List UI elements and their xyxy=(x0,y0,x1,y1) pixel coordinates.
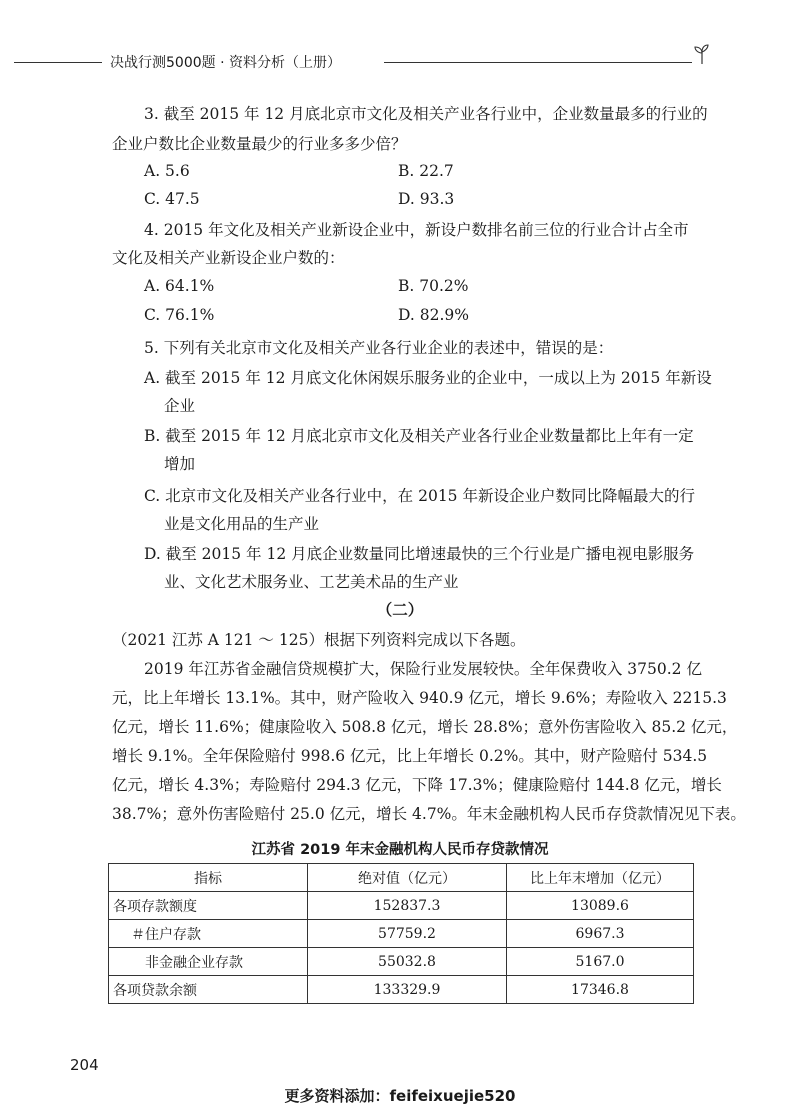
table-row xyxy=(109,920,694,948)
table-title: 江苏省 2019 年末金融机构人民币存贷款情况 xyxy=(251,842,549,858)
q5-option-d-line2[interactable]: 业、文化艺术服务业、工艺美术品的生产业 xyxy=(164,573,459,591)
passage-line-1: 2019 年江苏省金融信贷规模扩大，保险行业发展较快。全年保费收入 3750.2 亿 xyxy=(144,660,702,678)
table-row xyxy=(109,892,694,920)
q5-option-a-line2[interactable]: 企业 xyxy=(164,397,196,415)
running-header xyxy=(14,52,714,72)
q5-option-d-line1[interactable]: D. 截至 2015 年 12 月底企业数量同比增速最快的三个行业是广播电视电影服务 xyxy=(144,545,695,563)
header-rule-left xyxy=(14,62,102,63)
q5-option-c-line2[interactable]: 业是文化用品的生产业 xyxy=(164,515,320,533)
table-header-row xyxy=(109,864,694,892)
row-label: 非金融企业存款 xyxy=(109,948,308,976)
footer-note: 更多资料添加：feifeixuejie520 xyxy=(284,1087,516,1105)
page-number: 204 xyxy=(70,1056,99,1074)
row-increase: 5167.0 xyxy=(507,948,694,976)
header-title: 决战行测5000题 · 资料分析（上册） xyxy=(110,55,341,71)
passage-line-5: 亿元，增长 4.3%；寿险赔付 294.3 亿元，下降 17.3%；健康险赔付 144.8 亿元，增长 xyxy=(112,776,722,794)
q5-option-a-line1[interactable]: A. 截至 2015 年 12 月底文化休闲娱乐服务业的企业中，一成以上为 2015 年新设 xyxy=(144,369,712,387)
q4-stem-line1: 4. 2015 年文化及相关产业新设企业中，新设户数排名前三位的行业合计占全市 xyxy=(144,221,689,239)
q4-option-d[interactable]: D. 82.9% xyxy=(398,306,469,324)
q5-option-b-line1[interactable]: B. 截至 2015 年 12 月底北京市文化及相关产业各行业企业数量都比上年有一定 xyxy=(144,427,694,445)
q3-stem-line1: 3. 截至 2015 年 12 月底北京市文化及相关产业各行业中，企业数量最多的行业的 xyxy=(144,105,708,123)
table-row xyxy=(109,976,694,1004)
row-absolute: 152837.3 xyxy=(308,892,507,920)
row-increase: 13089.6 xyxy=(507,892,694,920)
q4-option-b[interactable]: B. 70.2% xyxy=(398,277,469,295)
q3-option-c[interactable]: C. 47.5 xyxy=(144,190,200,208)
q3-option-d[interactable]: D. 93.3 xyxy=(398,190,455,208)
q5-stem: 5. 下列有关北京市文化及相关产业各行业企业的表述中，错误的是： xyxy=(144,339,614,357)
row-absolute: 57759.2 xyxy=(308,920,507,948)
q4-stem-line2: 文化及相关产业新设企业户数的： xyxy=(112,249,345,267)
section-heading: （二） xyxy=(376,601,424,619)
row-absolute: 133329.9 xyxy=(308,976,507,1004)
passage-line-4: 增长 9.1%。全年保险赔付 998.6 亿元，比上年增长 0.2%。其中，财产险赔付 534.5 xyxy=(112,747,708,765)
q4-option-a[interactable]: A. 64.1% xyxy=(144,277,215,295)
row-label: 各项贷款余额 xyxy=(109,976,308,1004)
header-rule-right xyxy=(384,62,692,63)
row-increase: 17346.8 xyxy=(507,976,694,1004)
section-source: （2021 江苏 A 121 ～ 125）根据下列资料完成以下各题。 xyxy=(112,631,526,649)
passage-line-2: 元，比上年增长 13.1%。其中，财产险收入 940.9 亿元，增长 9.6%；寿险收入 2215.3 xyxy=(112,689,727,707)
table-header-absolute: 绝对值（亿元） xyxy=(308,864,507,892)
q3-stem-line2: 企业户数比企业数量最少的行业多多少倍？ xyxy=(112,135,407,153)
row-label: ＃住户存款 xyxy=(109,920,308,948)
passage-line-6: 38.7%；意外伤害险赔付 25.0 亿元，增长 4.7%。年末金融机构人民币存贷款情况见下表。 xyxy=(112,805,746,823)
sprout-icon xyxy=(690,42,714,66)
q3-option-b[interactable]: B. 22.7 xyxy=(398,162,454,180)
table-header-indicator: 指标 xyxy=(109,864,308,892)
row-absolute: 55032.8 xyxy=(308,948,507,976)
q5-option-b-line2[interactable]: 增加 xyxy=(164,455,196,473)
row-increase: 6967.3 xyxy=(507,920,694,948)
table-row xyxy=(109,948,694,976)
deposit-loan-table xyxy=(108,863,694,1004)
q4-option-c[interactable]: C. 76.1% xyxy=(144,306,215,324)
q5-option-c-line1[interactable]: C. 北京市文化及相关产业各行业中，在 2015 年新设企业户数同比降幅最大的行 xyxy=(144,487,695,505)
q3-option-a[interactable]: A. 5.6 xyxy=(144,162,190,180)
row-label: 各项存款额度 xyxy=(109,892,308,920)
table-header-increase: 比上年末增加（亿元） xyxy=(507,864,694,892)
passage-line-3: 亿元，增长 11.6%；健康险收入 508.8 亿元，增长 28.8%；意外伤害险收入 85.2 亿元， xyxy=(112,718,738,736)
